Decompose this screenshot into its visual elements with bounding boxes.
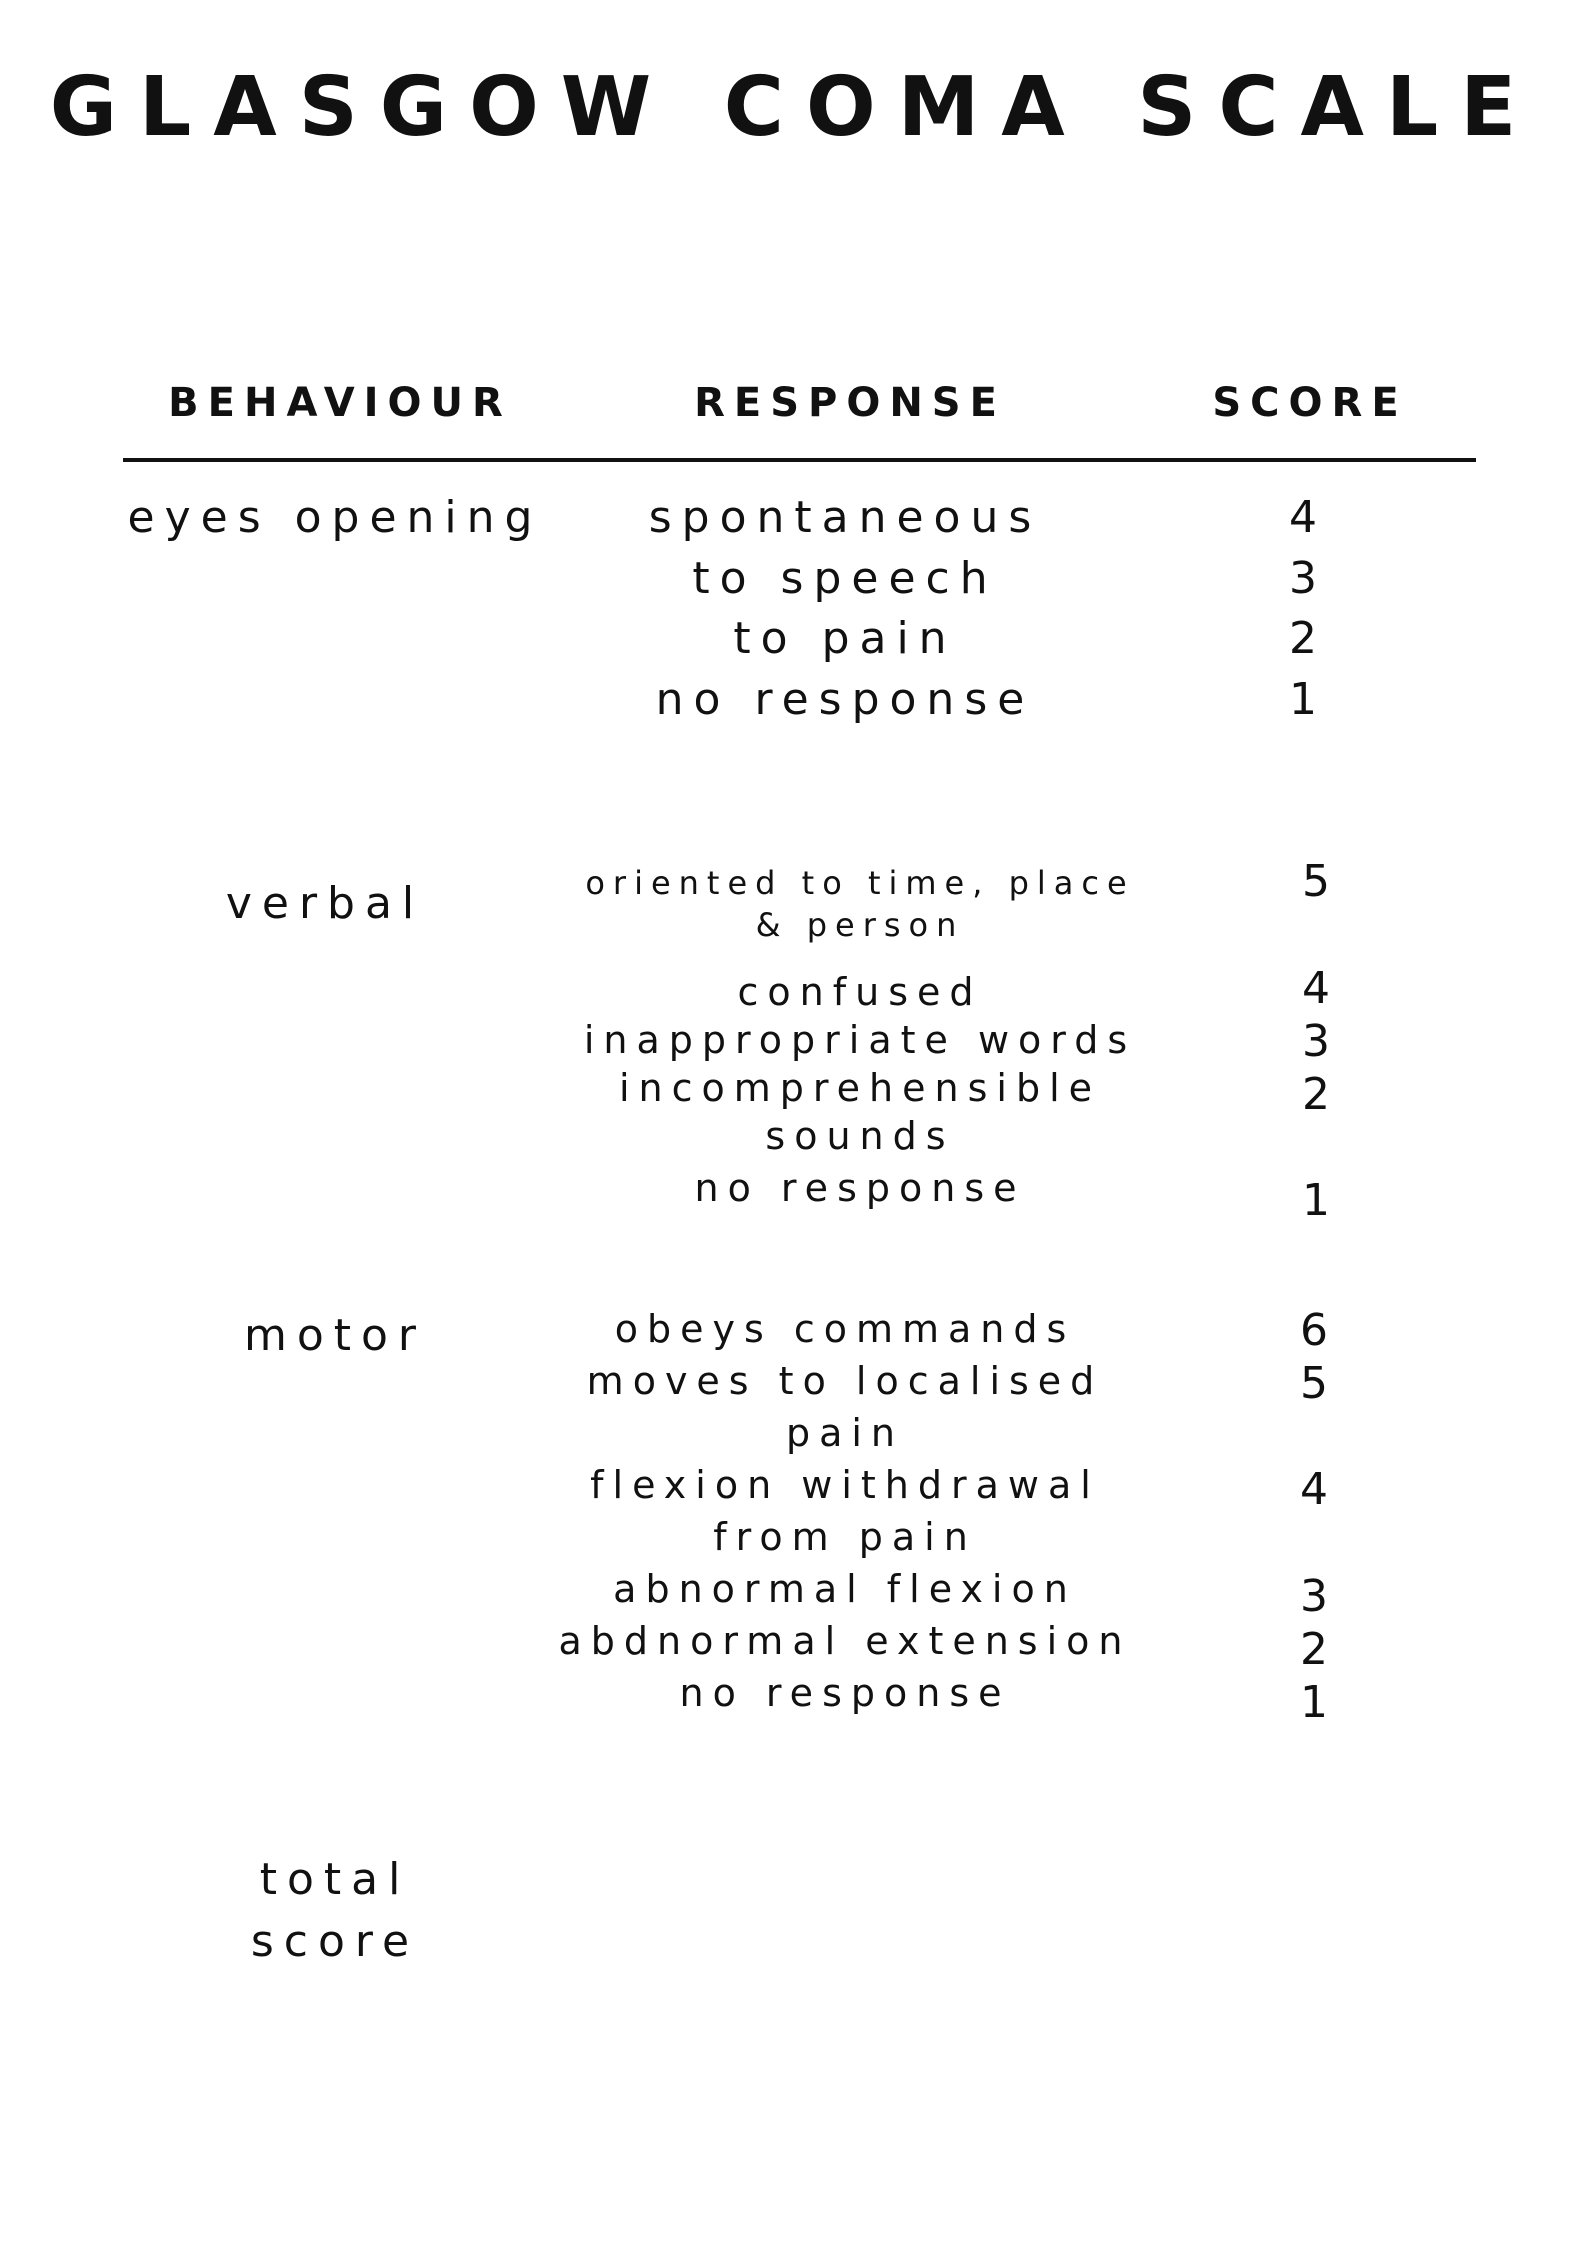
score-eyes-1: 1 — [1289, 674, 1317, 725]
response-motor-no-response: no response — [679, 1671, 1011, 1715]
response-eyes-to-speech: to speech — [692, 553, 998, 604]
score-verbal-3: 3 — [1302, 1016, 1330, 1067]
response-verbal-incomprehensible-line1: incomprehensible — [618, 1066, 1102, 1110]
score-verbal-1: 1 — [1302, 1175, 1330, 1226]
score-verbal-4: 4 — [1302, 963, 1330, 1014]
header-divider — [123, 458, 1476, 462]
total-score-label-line2: score — [250, 1916, 420, 1967]
behaviour-verbal: verbal — [225, 878, 425, 929]
header-response: RESPONSE — [694, 380, 1006, 426]
header-behaviour: BEHAVIOUR — [168, 380, 512, 426]
response-motor-localised-line1: moves to localised — [586, 1359, 1104, 1403]
score-verbal-5: 5 — [1302, 856, 1330, 907]
total-score-label-line1: total — [259, 1854, 411, 1905]
score-eyes-4: 4 — [1289, 492, 1317, 543]
score-verbal-2: 2 — [1302, 1069, 1330, 1120]
response-motor-withdrawal-line2: from pain — [713, 1515, 977, 1559]
response-motor-withdrawal-line1: flexion withdrawal — [590, 1463, 1100, 1507]
score-eyes-3: 3 — [1289, 553, 1317, 604]
page-title: GLASGOW COMA SCALE — [49, 60, 1539, 155]
header-score: SCORE — [1212, 380, 1408, 426]
response-eyes-spontaneous: spontaneous — [648, 492, 1042, 543]
response-eyes-to-pain: to pain — [733, 613, 957, 664]
score-eyes-2: 2 — [1289, 613, 1317, 664]
response-verbal-no-response: no response — [694, 1166, 1026, 1210]
response-verbal-incomprehensible-line2: sounds — [765, 1114, 955, 1158]
response-motor-abdnormal-extension: abdnormal extension — [558, 1619, 1132, 1663]
response-motor-obeys-commands: obeys commands — [614, 1307, 1076, 1351]
response-motor-abnormal-flexion: abnormal flexion — [613, 1567, 1077, 1611]
response-verbal-confused: confused — [737, 970, 983, 1014]
score-motor-4: 4 — [1300, 1464, 1328, 1515]
score-motor-6: 6 — [1300, 1305, 1328, 1356]
response-eyes-no-response: no response — [655, 674, 1035, 725]
score-motor-2: 2 — [1300, 1624, 1328, 1675]
score-motor-3: 3 — [1300, 1571, 1328, 1622]
response-verbal-oriented-line2: & person — [755, 906, 965, 944]
score-motor-5: 5 — [1300, 1358, 1328, 1409]
behaviour-eyes-opening: eyes opening — [127, 492, 543, 543]
response-motor-localised-line2: pain — [785, 1411, 905, 1455]
behaviour-motor: motor — [243, 1310, 427, 1361]
response-verbal-oriented-line1: oriented to time, place — [585, 864, 1135, 902]
score-motor-1: 1 — [1300, 1677, 1328, 1728]
response-verbal-inappropriate-words: inappropriate words — [583, 1018, 1137, 1062]
